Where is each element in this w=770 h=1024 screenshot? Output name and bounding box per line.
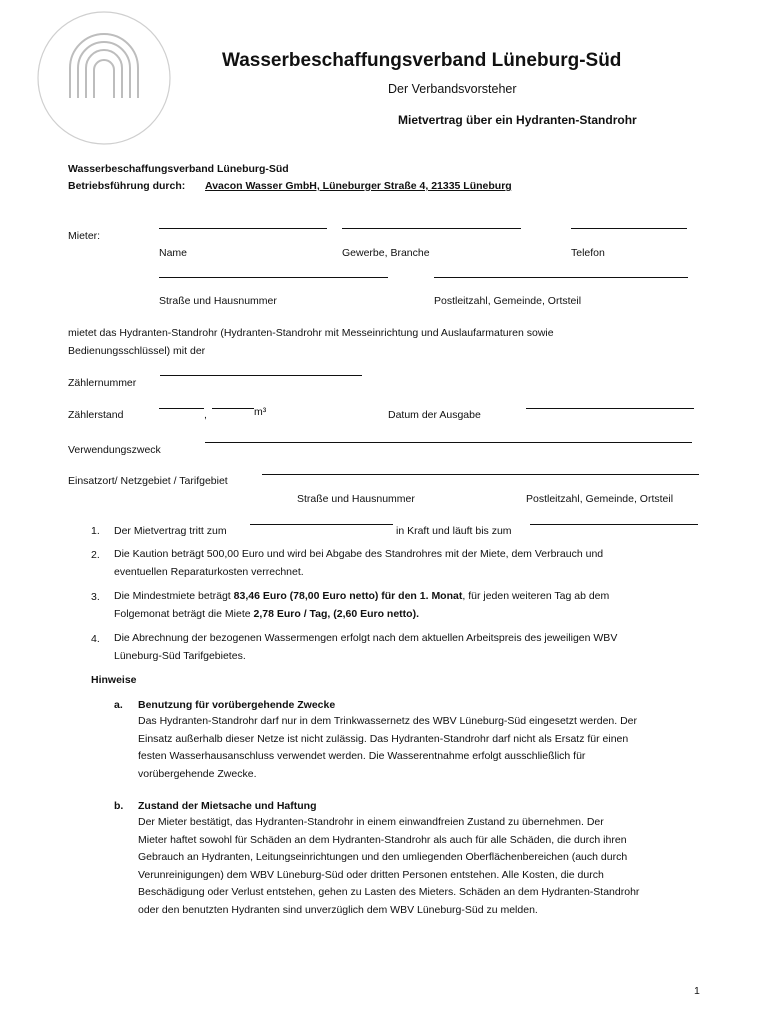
issue-date-label: Datum der Ausgabe [388, 409, 481, 421]
term-3-p1-bold: 83,46 Euro (78,00 Euro netto) für den 1. Monat [233, 590, 463, 602]
meter-reading-label: Zählerstand [68, 409, 124, 421]
meter-number-label: Zählernummer [68, 377, 137, 389]
note-b-body [138, 814, 639, 919]
tenant-phone-label: Telefon [571, 247, 605, 259]
term-number: 1. [91, 525, 100, 537]
term-3-text [114, 588, 609, 623]
tenant-name-label: Name [159, 247, 188, 259]
purpose-label: Verwendungszweck [68, 444, 161, 456]
location-field[interactable] [262, 474, 699, 475]
term-3-p1-end: , für jeden weiteren Tag ab dem [462, 590, 610, 602]
subtitle: Der Verbandsvorsteher [388, 82, 517, 96]
note-a-body [138, 713, 637, 783]
location-street-label: Straße und Hausnummer [297, 493, 415, 505]
organization-logo [36, 10, 172, 146]
note-a-line: vorübergehende Zwecke. [138, 767, 257, 780]
term-4-line1: Die Abrechnung der bezogenen Wassermengen erfolgt nach dem aktuellen Arbeitspreis des jeweiligen WBV [114, 632, 618, 644]
tenant-postal-field[interactable] [434, 277, 688, 278]
meter-reading-unit: m³ [254, 406, 267, 418]
start-date-field[interactable] [250, 524, 393, 525]
term-4-text [114, 630, 617, 665]
notes-heading: Hinweise [91, 674, 137, 686]
rent-text-line2: Bedienungsschlüssel) mit der [68, 345, 206, 357]
org-name: Wasserbeschaffungsverband Lüneburg-Süd [68, 163, 289, 175]
document-title: Mietvertrag über ein Hydranten-Standrohr [398, 113, 637, 127]
tenant-postal-label: Postleitzahl, Gemeinde, Ortsteil [434, 295, 582, 307]
note-a-line: Einsatz außerhalb dieser Netze ist nicht zulässig. Das Hydranten-Standrohr darf nicht als Ersatz für einen [138, 732, 629, 745]
term-1-text-b: in Kraft und läuft bis zum [396, 525, 512, 537]
tenant-label: Mieter: [68, 230, 101, 242]
note-b-line: oder den benutzten Hydranten sind unverzüglich dem WBV Lüneburg-Süd zu melden. [138, 903, 538, 916]
meter-reading-integer-field[interactable] [159, 408, 204, 409]
term-2-line1: Die Kaution beträgt 500,00 Euro und wird bei Abgabe des Standrohres mit der Miete, dem Verbrauch und [114, 548, 604, 560]
end-date-field[interactable] [530, 524, 698, 525]
note-b-line: Verunreinigungen) dem WBV Lüneburg-Süd oder dritten Personen entstehen. Alle Kosten, die durch [138, 868, 604, 881]
organization-title: Wasserbeschaffungsverband Lüneburg-Süd [222, 50, 622, 71]
note-b-line: Gebrauch an Hydranten, Leitungseinrichtungen und den umliegenden Oberflächenbereichen (auch durch [138, 851, 628, 863]
term-3-p2: Folgemonat beträgt die Miete [114, 607, 254, 620]
term-2-line2: eventuellen Reparaturkosten verrechnet. [114, 565, 304, 578]
operator-label: Betriebsführung durch: [68, 180, 186, 192]
tenant-street-field[interactable] [159, 277, 388, 278]
term-number: 2. [91, 549, 100, 561]
term-3-p2-bold: 2,78 Euro / Tag, (2,60 Euro netto). [253, 607, 420, 620]
term-1-text-a: Der Mietvertrag tritt zum [114, 525, 227, 537]
note-a-title: Benutzung für vorübergehende Zwecke [138, 699, 336, 711]
tenant-name-field[interactable] [159, 228, 327, 229]
note-b-letter: b. [114, 800, 124, 812]
note-b-line: Mieter haftet sowohl für Schäden an dem Hydranten-Standrohr als auch für alle Schäden, die durch ihren [138, 833, 627, 846]
note-b-line: Der Mieter bestätigt, das Hydranten-Standrohr in einem einwandfreien Zustand zu übernehmen. Der [138, 816, 604, 828]
term-number: 3. [91, 591, 100, 603]
meter-reading-decimal-field[interactable] [212, 408, 254, 409]
term-3-p1: Die Mindestmiete beträgt [114, 590, 234, 602]
location-postal-label: Postleitzahl, Gemeinde, Ortsteil [526, 493, 674, 505]
meter-reading-separator: , [204, 409, 207, 421]
operator-value: Avacon Wasser GmbH, Lüneburger Straße 4, 21335 Lüneburg [205, 180, 512, 192]
meter-number-field[interactable] [160, 375, 362, 376]
term-2-text [114, 546, 603, 581]
note-b-title: Zustand der Mietsache und Haftung [138, 800, 317, 812]
page-number: 1 [694, 985, 700, 997]
tenant-business-field[interactable] [342, 228, 521, 229]
term-4-line2: Lüneburg-Süd Tarifgebietes. [114, 649, 246, 662]
tenant-street-label: Straße und Hausnummer [159, 295, 277, 307]
issue-date-field[interactable] [526, 408, 694, 409]
note-a-line: Das Hydranten-Standrohr darf nur in dem Trinkwassernetz des WBV Lüneburg-Süd eingesetzt werden. Der [138, 715, 637, 727]
note-a-line: festen Wasserhausanschluss verwendet werden. Die Wasserentnahme erfolgt ausschließlich für [138, 750, 586, 762]
term-number: 4. [91, 633, 100, 645]
note-b-line: Beschädigung oder Verlust entstehen, gehen zu Lasten des Mieters. Schäden an dem Hydranten-Standrohr [138, 886, 640, 898]
rent-text-line1: mietet das Hydranten-Standrohr (Hydranten-Standrohr mit Messeinrichtung und Auslaufarmaturen sowie [68, 327, 554, 339]
purpose-field[interactable] [205, 442, 692, 443]
location-label: Einsatzort/ Netzgebiet / Tarifgebiet [68, 475, 228, 487]
note-a-letter: a. [114, 699, 123, 711]
tenant-business-label: Gewerbe, Branche [342, 247, 430, 259]
tenant-phone-field[interactable] [571, 228, 687, 229]
